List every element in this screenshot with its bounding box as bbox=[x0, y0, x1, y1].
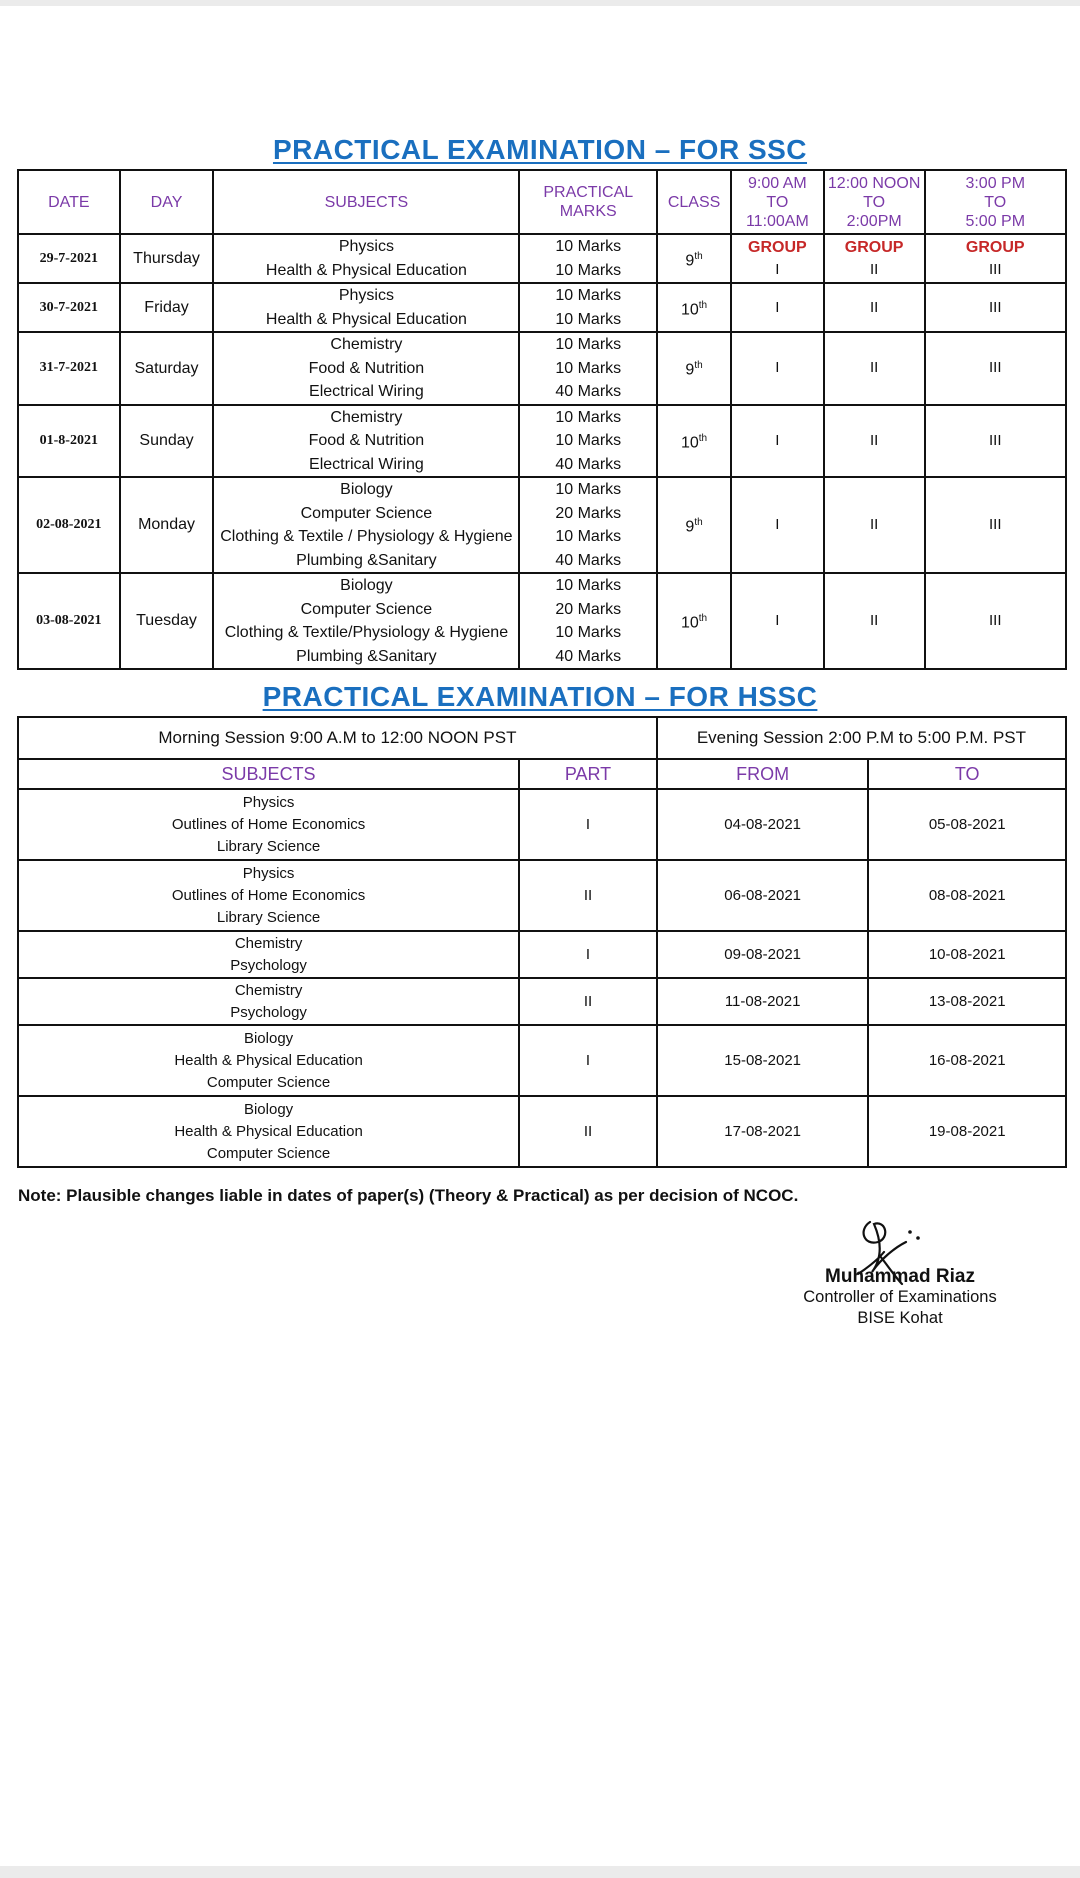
subject-name: Health & Physical Education bbox=[265, 261, 467, 279]
hssc-schedule-table bbox=[17, 716, 1067, 1168]
group-cell bbox=[731, 477, 824, 573]
exam-date: 30-7-2021 bbox=[18, 283, 120, 332]
to-date: 10-08-2021 bbox=[868, 931, 1066, 978]
hssc-row bbox=[18, 1025, 1066, 1096]
col-header-slot-noon bbox=[824, 170, 925, 234]
marks-value: 20 Marks bbox=[555, 504, 622, 522]
to-date: 08-08-2021 bbox=[868, 860, 1066, 931]
subject-list bbox=[213, 234, 519, 283]
class-number: 10 bbox=[680, 300, 699, 318]
ssc-row bbox=[18, 573, 1066, 669]
group-number: I bbox=[775, 260, 780, 278]
marks-value: 10 Marks bbox=[555, 528, 622, 545]
group-cell bbox=[731, 283, 824, 332]
class-number: 10 bbox=[680, 434, 699, 452]
class-level bbox=[657, 234, 731, 283]
ssc-row bbox=[18, 234, 1066, 283]
from-date: 15-08-2021 bbox=[657, 1025, 869, 1096]
class-suffix: th bbox=[698, 299, 708, 311]
group-label: GROUP bbox=[844, 238, 904, 256]
group-cell bbox=[824, 234, 925, 283]
slot-evening-end: 5:00 PM bbox=[965, 212, 1026, 230]
subject-name: Computer Science bbox=[300, 600, 433, 618]
subject-list bbox=[18, 931, 519, 978]
hssc-row bbox=[18, 1096, 1066, 1167]
marks-value: 10 Marks bbox=[555, 408, 622, 426]
class-level bbox=[657, 405, 731, 478]
slot-morning-to: TO bbox=[766, 193, 789, 211]
exam-part: II bbox=[519, 978, 657, 1025]
subject-name: Electrical Wiring bbox=[309, 383, 424, 400]
exam-part: I bbox=[519, 789, 657, 860]
ssc-row bbox=[18, 405, 1066, 478]
signatory-name: Muhammad Riaz bbox=[825, 1266, 975, 1287]
subject-name: Biology bbox=[340, 577, 393, 594]
exam-date: 03-08-2021 bbox=[18, 573, 120, 669]
to-date: 13-08-2021 bbox=[868, 978, 1066, 1025]
marks-value: 10 Marks bbox=[555, 310, 622, 328]
group-cell bbox=[731, 405, 824, 478]
subject-name: Clothing & Textile/Physiology & Hygiene bbox=[224, 624, 509, 641]
group-number: I bbox=[775, 612, 780, 629]
to-date: 19-08-2021 bbox=[868, 1096, 1066, 1167]
signatory-office: BISE Kohat bbox=[857, 1309, 943, 1327]
to-date: 16-08-2021 bbox=[868, 1025, 1066, 1096]
from-date: 11-08-2021 bbox=[657, 978, 869, 1025]
group-cell bbox=[925, 332, 1067, 405]
subject-list bbox=[18, 1096, 519, 1167]
subject-name: Electrical Wiring bbox=[309, 455, 424, 473]
col-header-date: DATE bbox=[18, 170, 120, 234]
subject-name: Library Science bbox=[216, 837, 321, 855]
hssc-session-row bbox=[18, 717, 1066, 759]
subject-name: Outlines of Home Economics bbox=[171, 815, 366, 833]
marks-value: 40 Marks bbox=[555, 455, 622, 473]
group-label: GROUP bbox=[965, 238, 1025, 256]
marks-value: 10 Marks bbox=[555, 261, 622, 279]
col-header-class: CLASS bbox=[657, 170, 731, 234]
subject-name: Chemistry bbox=[234, 981, 303, 999]
hssc-row bbox=[18, 978, 1066, 1025]
group-number: III bbox=[988, 260, 1002, 278]
class-number: 10 bbox=[680, 614, 699, 632]
exam-day: Sunday bbox=[120, 405, 214, 478]
marks-list bbox=[519, 332, 657, 405]
evening-session: Evening Session 2:00 P.M to 5:00 P.M. PST bbox=[657, 717, 1066, 759]
group-cell bbox=[824, 405, 925, 478]
group-cell bbox=[925, 234, 1067, 283]
exam-part: I bbox=[519, 931, 657, 978]
subject-name: Health & Physical Education bbox=[174, 1051, 363, 1069]
document-page bbox=[0, 6, 1080, 1866]
ssc-row bbox=[18, 332, 1066, 405]
subject-name: Health & Physical Education bbox=[265, 310, 467, 328]
group-number: II bbox=[869, 260, 879, 278]
class-number: 9 bbox=[685, 361, 695, 379]
marks-value: 20 Marks bbox=[555, 600, 622, 618]
marks-list bbox=[519, 477, 657, 573]
col-header-day: DAY bbox=[120, 170, 214, 234]
marks-list bbox=[519, 573, 657, 669]
class-level bbox=[657, 477, 731, 573]
signatory-block bbox=[780, 1266, 1020, 1329]
morning-session: Morning Session 9:00 A.M to 12:00 NOON PST bbox=[18, 717, 657, 759]
group-label: GROUP bbox=[748, 238, 807, 256]
exam-day: Friday bbox=[120, 283, 214, 332]
subject-name: Physics bbox=[338, 238, 394, 255]
marks-value: 10 Marks bbox=[555, 432, 622, 449]
slot-morning-end: 11:00AM bbox=[745, 212, 809, 230]
class-suffix: th bbox=[694, 250, 703, 262]
group-cell bbox=[731, 234, 824, 283]
class-number: 9 bbox=[685, 518, 695, 536]
class-number: 9 bbox=[685, 251, 695, 269]
exam-part: II bbox=[519, 860, 657, 931]
class-level bbox=[657, 332, 731, 405]
slot-morning-start: 9:00 AM bbox=[748, 174, 807, 192]
subject-name: Plumbing &Sanitary bbox=[296, 551, 437, 569]
from-date: 09-08-2021 bbox=[657, 931, 869, 978]
exam-day: Saturday bbox=[120, 332, 214, 405]
slot-noon-to: TO bbox=[863, 193, 886, 211]
from-date: 06-08-2021 bbox=[657, 860, 869, 931]
group-number: III bbox=[988, 516, 1002, 533]
exam-date: 31-7-2021 bbox=[18, 332, 120, 405]
group-number: II bbox=[869, 431, 879, 449]
marks-value: 10 Marks bbox=[555, 481, 622, 498]
group-number: I bbox=[775, 516, 780, 533]
slot-noon-end: 2:00PM bbox=[846, 212, 902, 230]
group-cell bbox=[731, 332, 824, 405]
col-header-slot-morning bbox=[731, 170, 824, 234]
col-header-from: FROM bbox=[657, 759, 869, 789]
subject-name: Physics bbox=[338, 287, 394, 304]
subject-name: Biology bbox=[243, 1100, 294, 1118]
group-number: III bbox=[988, 298, 1002, 316]
marks-list bbox=[519, 405, 657, 478]
subject-list bbox=[213, 283, 519, 332]
group-number: I bbox=[775, 298, 780, 316]
col-header-subjects: SUBJECTS bbox=[18, 759, 519, 789]
group-cell bbox=[824, 573, 925, 669]
subject-name: Physics bbox=[242, 864, 295, 882]
subject-name: Psychology bbox=[230, 956, 307, 974]
exam-day: Monday bbox=[120, 477, 214, 573]
subject-list bbox=[213, 332, 519, 405]
group-number: II bbox=[869, 298, 879, 316]
ssc-title: PRACTICAL EXAMINATION – FOR SSC bbox=[272, 134, 808, 165]
marks-list bbox=[519, 234, 657, 283]
marks-value: 40 Marks bbox=[555, 647, 622, 665]
class-level bbox=[657, 283, 731, 332]
hssc-row bbox=[18, 860, 1066, 931]
group-cell bbox=[925, 573, 1067, 669]
exam-date: 01-8-2021 bbox=[18, 405, 120, 478]
group-number: III bbox=[988, 431, 1002, 449]
subject-list bbox=[18, 978, 519, 1025]
subject-name: Computer Science bbox=[206, 1073, 331, 1091]
subject-list bbox=[213, 477, 519, 573]
group-number: I bbox=[775, 431, 780, 449]
subject-name: Chemistry bbox=[234, 934, 303, 952]
class-suffix: th bbox=[698, 613, 708, 625]
from-date: 17-08-2021 bbox=[657, 1096, 869, 1167]
marks-value: 40 Marks bbox=[555, 551, 622, 569]
subject-list bbox=[213, 405, 519, 478]
group-cell bbox=[824, 283, 925, 332]
group-cell bbox=[925, 405, 1067, 478]
marks-value: 10 Marks bbox=[555, 336, 622, 353]
ssc-row bbox=[18, 477, 1066, 573]
subject-list bbox=[213, 573, 519, 669]
marks-value: 10 Marks bbox=[555, 287, 622, 304]
group-number: III bbox=[988, 359, 1002, 377]
subject-name: Food & Nutrition bbox=[308, 432, 425, 449]
class-suffix: th bbox=[694, 517, 703, 529]
marks-value: 10 Marks bbox=[555, 624, 622, 641]
group-number: II bbox=[869, 516, 879, 533]
group-cell bbox=[925, 477, 1067, 573]
subject-name: Biology bbox=[340, 481, 393, 498]
class-suffix: th bbox=[694, 360, 703, 372]
col-header-to: TO bbox=[868, 759, 1066, 789]
subject-name: Physics bbox=[242, 793, 295, 811]
subject-list bbox=[18, 860, 519, 931]
group-number: II bbox=[869, 359, 879, 377]
subject-name: Chemistry bbox=[330, 408, 403, 426]
marks-value: 10 Marks bbox=[555, 238, 622, 255]
subject-name: Library Science bbox=[216, 908, 321, 926]
class-suffix: th bbox=[698, 432, 708, 444]
hssc-header-row bbox=[18, 759, 1066, 789]
col-header-subjects: SUBJECTS bbox=[213, 170, 519, 234]
group-number: I bbox=[775, 359, 780, 377]
class-level bbox=[657, 573, 731, 669]
slot-evening-start: 3:00 PM bbox=[965, 174, 1026, 192]
marks-value: 40 Marks bbox=[555, 383, 622, 400]
note-text: Note: Plausible changes liable in dates of paper(s) (Theory & Practical) as per decision of NCOC. bbox=[18, 1186, 799, 1205]
group-cell bbox=[824, 332, 925, 405]
subject-name: Computer Science bbox=[206, 1144, 331, 1162]
hssc-row bbox=[18, 931, 1066, 978]
col-header-practical-marks: PRACTICAL MARKS bbox=[519, 170, 657, 234]
hssc-row bbox=[18, 789, 1066, 860]
exam-part: II bbox=[519, 1096, 657, 1167]
group-number: III bbox=[988, 612, 1002, 629]
group-number: II bbox=[869, 612, 879, 629]
from-date: 04-08-2021 bbox=[657, 789, 869, 860]
col-header-part: PART bbox=[519, 759, 657, 789]
subject-name: Food & Nutrition bbox=[308, 359, 425, 377]
subject-name: Health & Physical Education bbox=[174, 1122, 363, 1140]
subject-name: Plumbing &Sanitary bbox=[296, 647, 437, 665]
slot-noon-start: 12:00 NOON bbox=[827, 174, 921, 192]
subject-list bbox=[18, 789, 519, 860]
group-cell bbox=[824, 477, 925, 573]
marks-value: 10 Marks bbox=[555, 577, 622, 594]
subject-name: Computer Science bbox=[300, 504, 433, 522]
exam-date: 29-7-2021 bbox=[18, 234, 120, 283]
subject-name: Chemistry bbox=[330, 336, 403, 353]
subject-list bbox=[18, 1025, 519, 1096]
exam-date: 02-08-2021 bbox=[18, 477, 120, 573]
col-header-slot-evening bbox=[925, 170, 1067, 234]
exam-day: Thursday bbox=[120, 234, 214, 283]
hssc-title: PRACTICAL EXAMINATION – FOR HSSC bbox=[262, 681, 818, 712]
ssc-schedule-table bbox=[17, 169, 1067, 670]
slot-evening-to: TO bbox=[984, 193, 1007, 211]
to-date: 05-08-2021 bbox=[868, 789, 1066, 860]
subject-name: Psychology bbox=[230, 1003, 307, 1021]
group-cell bbox=[731, 573, 824, 669]
ssc-header-row bbox=[18, 170, 1066, 234]
ssc-row bbox=[18, 283, 1066, 332]
subject-name: Outlines of Home Economics bbox=[171, 886, 366, 904]
group-cell bbox=[925, 283, 1067, 332]
exam-day: Tuesday bbox=[120, 573, 214, 669]
subject-name: Clothing & Textile / Physiology & Hygiene bbox=[220, 528, 513, 545]
marks-list bbox=[519, 283, 657, 332]
marks-value: 10 Marks bbox=[555, 359, 622, 377]
subject-name: Biology bbox=[243, 1029, 294, 1047]
signatory-designation: Controller of Examinations bbox=[803, 1288, 997, 1306]
exam-part: I bbox=[519, 1025, 657, 1096]
